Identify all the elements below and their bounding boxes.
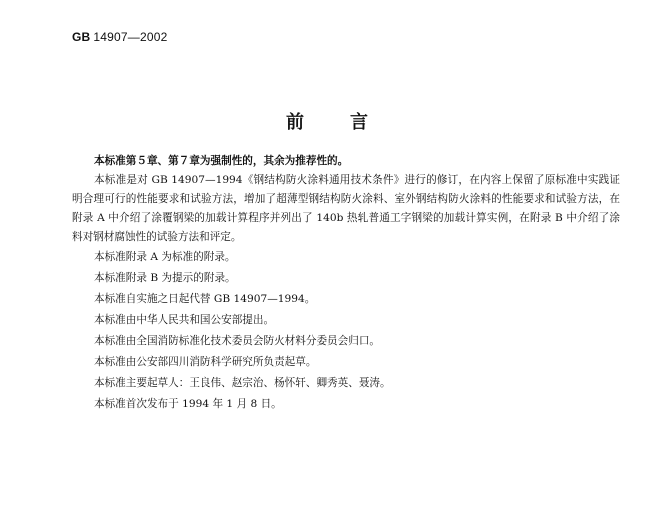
page-title: 前言: [286, 112, 414, 133]
standard-number: 14907—2002: [93, 30, 168, 44]
paragraph-first-issue: 本标准首次发布于 1994 年 1 月 8 日。: [94, 398, 282, 410]
paragraph-annex-a: 本标准附录 A 为标准的附录。: [94, 251, 236, 263]
paragraph-annex-b: 本标准附录 B 为提示的附录。: [94, 272, 236, 284]
paragraph-replacement: 本标准自实施之日起代替 GB 14907—1994。: [94, 293, 316, 305]
foreword-body: [72, 152, 620, 415]
paragraph-drafting-unit: 本标准由公安部四川消防科学研究所负责起草。: [94, 356, 317, 368]
paragraph-revision-description: 本标准是对 GB 14907—1994《钢结构防火涂料通用技术条件》进行的修订，在内容上保留了原标准中实践证明合理可行的性能要求和试验方法，增加了超薄型钢结构防火涂料、室外钢结构防火涂料的性能要求和试验方法，在附录 A 中介绍了涂覆钢梁的加载计算程序并列出了 140b 热轧普通工字钢梁的加载计算实例，在附录 B 中介绍了涂料对钢材腐蚀性的试验方法和评定。: [72, 174, 620, 243]
standard-code-header: [72, 30, 167, 44]
standard-prefix: GB: [72, 30, 91, 44]
paragraph-proposer: 本标准由中华人民共和国公安部提出。: [94, 314, 275, 326]
paragraph-technical-committee: 本标准由全国消防标准化技术委员会防火材料分委员会归口。: [94, 335, 381, 347]
paragraph-mandatory-clauses: 本标准第５章、第７章为强制性的，其余为推荐性的。: [94, 155, 349, 167]
paragraph-drafters: 本标准主要起草人：王良伟、赵宗治、杨怀轩、卿秀英、聂涛。: [94, 377, 391, 389]
